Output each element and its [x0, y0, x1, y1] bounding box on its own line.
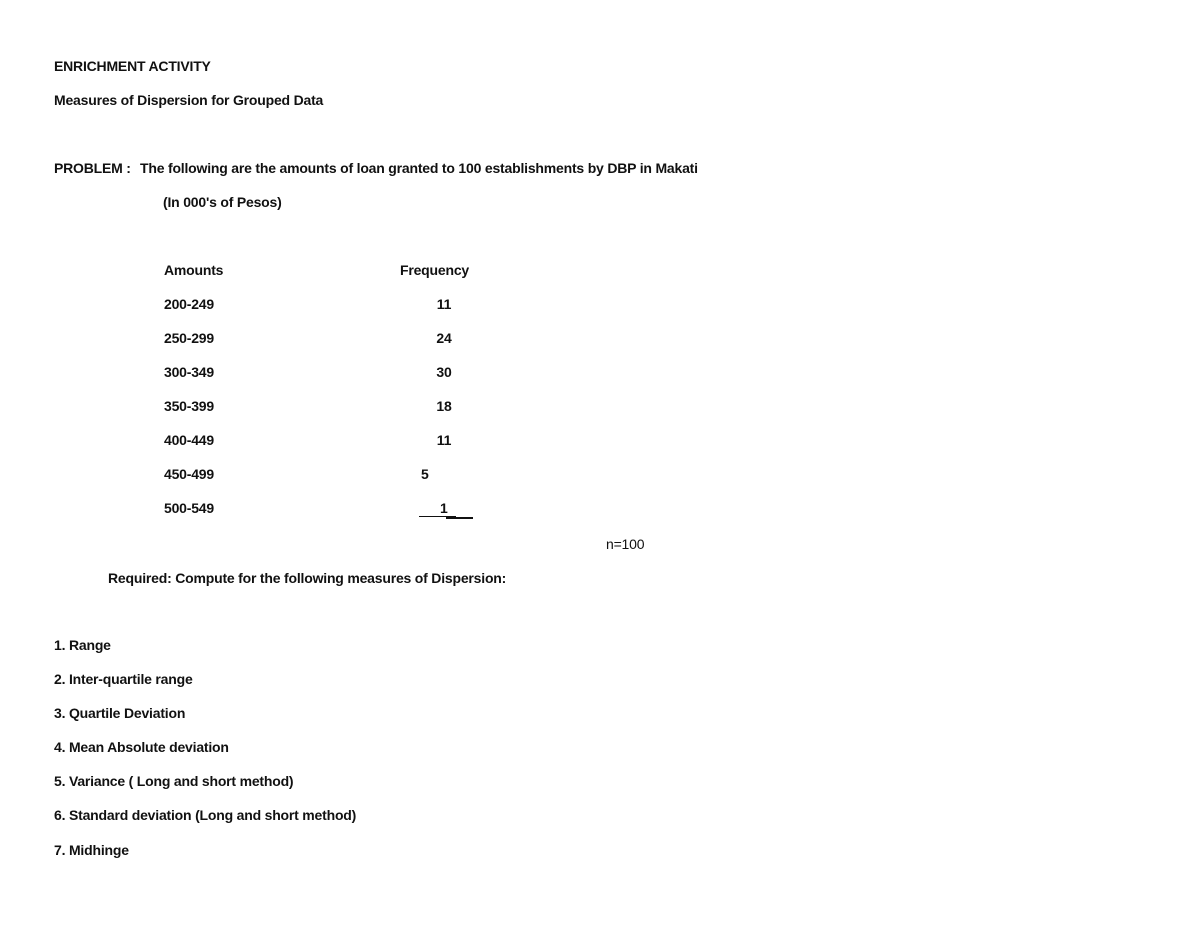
- list-item: 4. Mean Absolute deviation: [54, 739, 229, 755]
- amount-cell: 450-499: [164, 466, 214, 482]
- list-item: 6. Standard deviation (Long and short method): [54, 807, 357, 823]
- frequency-cell: 11: [436, 432, 452, 448]
- required-text: Required: Compute for the following measures of Dispersion:: [108, 570, 507, 586]
- frequency-cell: 1: [440, 500, 448, 516]
- underline: [446, 517, 473, 519]
- column-header-frequency: Frequency: [400, 262, 469, 278]
- list-item: 5. Variance ( Long and short method): [54, 773, 294, 789]
- frequency-cell: 30: [436, 364, 452, 380]
- amount-cell: 200-249: [164, 296, 214, 312]
- list-item: 3. Quartile Deviation: [54, 705, 186, 721]
- amount-cell: 500-549: [164, 500, 214, 516]
- frequency-cell: 5: [421, 466, 429, 482]
- amount-cell: 250-299: [164, 330, 214, 346]
- problem-unit: (In 000's of Pesos): [163, 194, 282, 210]
- frequency-cell: 24: [436, 330, 452, 346]
- list-item: 7. Midhinge: [54, 842, 129, 858]
- document-subtitle: Measures of Dispersion for Grouped Data: [54, 92, 324, 108]
- total-count: n=100: [606, 536, 645, 552]
- problem-text: The following are the amounts of loan granted to 100 establishments by DBP in Makati: [140, 160, 698, 176]
- list-item: 2. Inter-quartile range: [54, 671, 193, 687]
- list-item: 1. Range: [54, 637, 111, 653]
- problem-label: PROBLEM :: [54, 160, 131, 176]
- amount-cell: 300-349: [164, 364, 214, 380]
- column-header-amounts: Amounts: [164, 262, 224, 278]
- amount-cell: 350-399: [164, 398, 214, 414]
- document-title: ENRICHMENT ACTIVITY: [54, 58, 211, 74]
- frequency-cell: 18: [436, 398, 452, 414]
- amount-cell: 400-449: [164, 432, 214, 448]
- frequency-cell: 11: [436, 296, 452, 312]
